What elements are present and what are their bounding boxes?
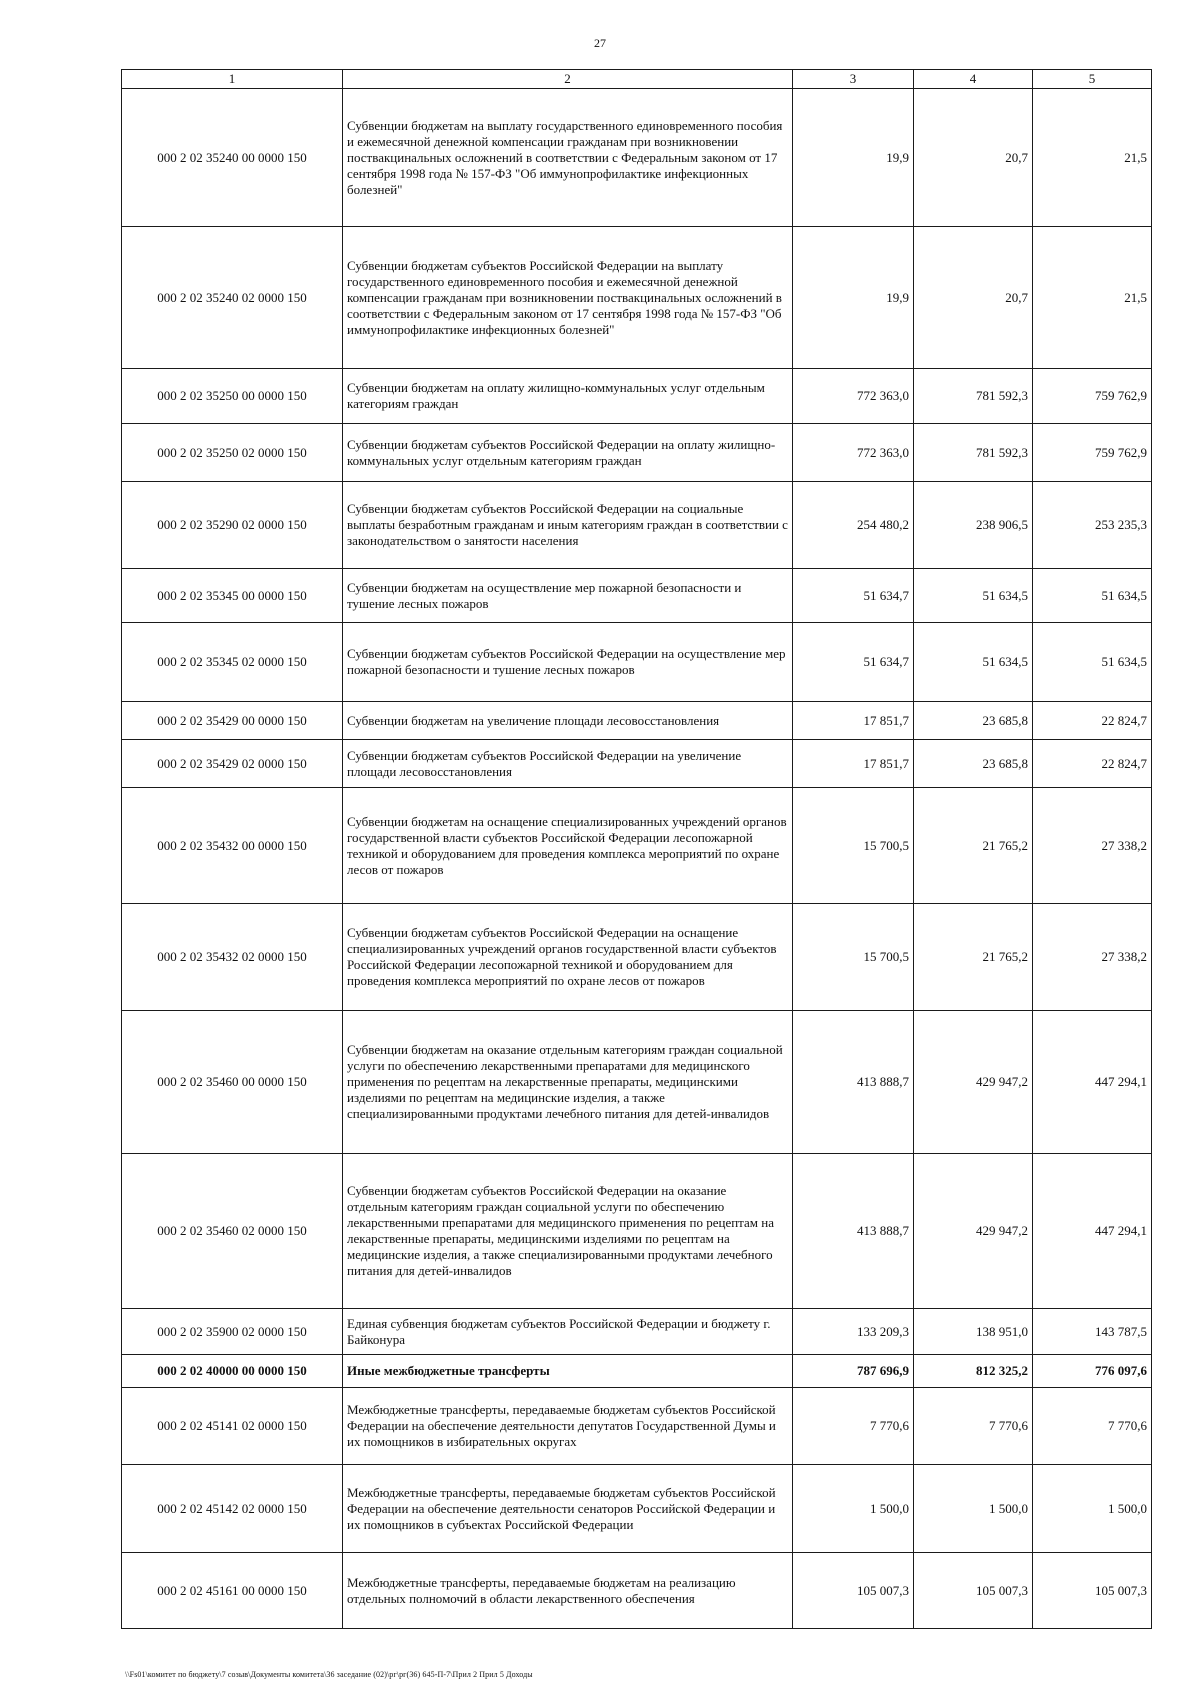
value-col5-cell: 759 762,9 bbox=[1033, 424, 1152, 482]
value-col4-cell: 1 500,0 bbox=[914, 1465, 1033, 1553]
table-row bbox=[122, 369, 1152, 424]
value-col4-cell: 7 770,6 bbox=[914, 1388, 1033, 1465]
value-col5-cell: 447 294,1 bbox=[1033, 1011, 1152, 1154]
budget-code-cell: 000 2 02 35460 00 0000 150 bbox=[122, 1011, 343, 1154]
value-col4-cell: 781 592,3 bbox=[914, 369, 1033, 424]
table-row bbox=[122, 740, 1152, 788]
budget-code-cell: 000 2 02 35290 02 0000 150 bbox=[122, 482, 343, 569]
table-row bbox=[122, 1388, 1152, 1465]
column-header-1: 1 bbox=[122, 70, 343, 89]
description-cell: Субвенции бюджетам субъектов Российской Федерации на выплату государственного единовременного пособия и ежемесячной денежной компенсации гражданам при возникновении поствакцинальных осложнений в соответствии с Федеральным законом от 17 сентября 1998 года № 157-ФЗ "Об иммунопрофилактике инфекционных болезней" bbox=[343, 227, 793, 369]
value-col3-cell: 51 634,7 bbox=[793, 623, 914, 702]
value-col4-cell: 238 906,5 bbox=[914, 482, 1033, 569]
value-col5-cell: 759 762,9 bbox=[1033, 369, 1152, 424]
description-cell: Единая субвенция бюджетам субъектов Российской Федерации и бюджету г. Байконура bbox=[343, 1309, 793, 1355]
value-col4-cell: 429 947,2 bbox=[914, 1011, 1033, 1154]
value-col4-cell: 138 951,0 bbox=[914, 1309, 1033, 1355]
value-col4-cell: 20,7 bbox=[914, 227, 1033, 369]
value-col3-cell: 105 007,3 bbox=[793, 1553, 914, 1629]
value-col5-cell: 27 338,2 bbox=[1033, 788, 1152, 904]
table-row bbox=[122, 227, 1152, 369]
description-cell: Межбюджетные трансферты, передаваемые бюджетам субъектов Российской Федерации на обеспечение деятельности депутатов Государственной Думы и их помощников в избирательных округах bbox=[343, 1388, 793, 1465]
column-header-2: 2 bbox=[343, 70, 793, 89]
value-col3-cell: 1 500,0 bbox=[793, 1465, 914, 1553]
budget-code-cell: 000 2 02 45142 02 0000 150 bbox=[122, 1465, 343, 1553]
page-number: 27 bbox=[594, 36, 606, 50]
value-col3-cell: 19,9 bbox=[793, 89, 914, 227]
description-cell: Субвенции бюджетам на увеличение площади лесовосстановления bbox=[343, 702, 793, 740]
budget-code-cell: 000 2 02 35345 02 0000 150 bbox=[122, 623, 343, 702]
budget-code-cell: 000 2 02 35432 02 0000 150 bbox=[122, 904, 343, 1011]
budget-code-cell: 000 2 02 40000 00 0000 150 bbox=[122, 1355, 343, 1388]
footer-file-path: \\Fs01\комитет по бюджету\7 созыв\Документы комитета\36 заседание (02)\рг\рг(36) 645-П-7\Прил 2 Прил 5 Доходы bbox=[125, 1670, 533, 1679]
value-col3-cell: 15 700,5 bbox=[793, 904, 914, 1011]
description-cell: Субвенции бюджетам на оплату жилищно-коммунальных услуг отдельным категориям граждан bbox=[343, 369, 793, 424]
value-col3-cell: 254 480,2 bbox=[793, 482, 914, 569]
value-col3-cell: 413 888,7 bbox=[793, 1011, 914, 1154]
value-col3-cell: 413 888,7 bbox=[793, 1154, 914, 1309]
budget-code-cell: 000 2 02 35240 00 0000 150 bbox=[122, 89, 343, 227]
value-col3-cell: 772 363,0 bbox=[793, 424, 914, 482]
budget-code-cell: 000 2 02 35432 00 0000 150 bbox=[122, 788, 343, 904]
value-col5-cell: 447 294,1 bbox=[1033, 1154, 1152, 1309]
table-row bbox=[122, 424, 1152, 482]
value-col5-cell: 27 338,2 bbox=[1033, 904, 1152, 1011]
table-row bbox=[122, 1011, 1152, 1154]
value-col3-cell: 17 851,7 bbox=[793, 702, 914, 740]
description-cell: Межбюджетные трансферты, передаваемые бюджетам на реализацию отдельных полномочий в области лекарственного обеспечения bbox=[343, 1553, 793, 1629]
column-header-4: 4 bbox=[914, 70, 1033, 89]
description-cell: Иные межбюджетные трансферты bbox=[343, 1355, 793, 1388]
value-col3-cell: 787 696,9 bbox=[793, 1355, 914, 1388]
description-cell: Субвенции бюджетам на оказание отдельным категориям граждан социальной услуги по обеспечению лекарственными препаратами для медицинского применения по рецептам на лекарственные препараты, медицинскими изделиями по рецептам на медицинские изделия, а также специализированными продуктами лечебного питания для детей-инвалидов bbox=[343, 1011, 793, 1154]
value-col3-cell: 19,9 bbox=[793, 227, 914, 369]
value-col4-cell: 23 685,8 bbox=[914, 702, 1033, 740]
table-row bbox=[122, 89, 1152, 227]
budget-code-cell: 000 2 02 35900 02 0000 150 bbox=[122, 1309, 343, 1355]
value-col3-cell: 15 700,5 bbox=[793, 788, 914, 904]
value-col4-cell: 105 007,3 bbox=[914, 1553, 1033, 1629]
budget-code-cell: 000 2 02 45161 00 0000 150 bbox=[122, 1553, 343, 1629]
table-row bbox=[122, 1309, 1152, 1355]
table-row bbox=[122, 482, 1152, 569]
value-col5-cell: 51 634,5 bbox=[1033, 623, 1152, 702]
value-col5-cell: 253 235,3 bbox=[1033, 482, 1152, 569]
value-col4-cell: 21 765,2 bbox=[914, 788, 1033, 904]
budget-code-cell: 000 2 02 35460 02 0000 150 bbox=[122, 1154, 343, 1309]
budget-code-cell: 000 2 02 35345 00 0000 150 bbox=[122, 569, 343, 623]
description-cell: Субвенции бюджетам на осуществление мер пожарной безопасности и тушение лесных пожаров bbox=[343, 569, 793, 623]
table-row bbox=[122, 788, 1152, 904]
value-col5-cell: 776 097,6 bbox=[1033, 1355, 1152, 1388]
value-col4-cell: 20,7 bbox=[914, 89, 1033, 227]
budget-code-cell: 000 2 02 35429 02 0000 150 bbox=[122, 740, 343, 788]
value-col4-cell: 51 634,5 bbox=[914, 569, 1033, 623]
description-cell: Субвенции бюджетам субъектов Российской Федерации на социальные выплаты безработным гражданам и иным категориям граждан в соответствии с законодательством о занятости населения bbox=[343, 482, 793, 569]
value-col4-cell: 21 765,2 bbox=[914, 904, 1033, 1011]
value-col3-cell: 133 209,3 bbox=[793, 1309, 914, 1355]
description-cell: Субвенции бюджетам субъектов Российской Федерации на увеличение площади лесовосстановления bbox=[343, 740, 793, 788]
table-row bbox=[122, 1154, 1152, 1309]
value-col3-cell: 51 634,7 bbox=[793, 569, 914, 623]
value-col4-cell: 51 634,5 bbox=[914, 623, 1033, 702]
budget-table bbox=[121, 69, 1152, 1629]
description-cell: Субвенции бюджетам субъектов Российской Федерации на оплату жилищно-коммунальных услуг отдельным категориям граждан bbox=[343, 424, 793, 482]
table-row bbox=[122, 1553, 1152, 1629]
description-cell: Субвенции бюджетам субъектов Российской Федерации на оказание отдельным категориям граждан социальной услуги по обеспечению лекарственными препаратами для медицинского применения по рецептам на лекарственные препараты, медицинскими изделиями по рецептам на медицинские изделия, а также специализированными продуктами лечебного питания для детей-инвалидов bbox=[343, 1154, 793, 1309]
description-cell: Межбюджетные трансферты, передаваемые бюджетам субъектов Российской Федерации на обеспечение деятельности сенаторов Российской Федерации и их помощников в субъектах Российской Федерации bbox=[343, 1465, 793, 1553]
value-col5-cell: 1 500,0 bbox=[1033, 1465, 1152, 1553]
value-col4-cell: 429 947,2 bbox=[914, 1154, 1033, 1309]
value-col5-cell: 22 824,7 bbox=[1033, 702, 1152, 740]
budget-code-cell: 000 2 02 35429 00 0000 150 bbox=[122, 702, 343, 740]
value-col3-cell: 772 363,0 bbox=[793, 369, 914, 424]
description-cell: Субвенции бюджетам на оснащение специализированных учреждений органов государственной власти субъектов Российской Федерации лесопожарной техникой и оборудованием для проведения комплекса мероприятий по охране лесов от пожаров bbox=[343, 788, 793, 904]
description-cell: Субвенции бюджетам субъектов Российской Федерации на осуществление мер пожарной безопасности и тушение лесных пожаров bbox=[343, 623, 793, 702]
column-number-header-row bbox=[122, 70, 1152, 89]
column-header-5: 5 bbox=[1033, 70, 1152, 89]
table-row bbox=[122, 1355, 1152, 1388]
table-row bbox=[122, 1465, 1152, 1553]
value-col5-cell: 22 824,7 bbox=[1033, 740, 1152, 788]
value-col5-cell: 21,5 bbox=[1033, 89, 1152, 227]
value-col4-cell: 23 685,8 bbox=[914, 740, 1033, 788]
table-row bbox=[122, 904, 1152, 1011]
value-col4-cell: 812 325,2 bbox=[914, 1355, 1033, 1388]
budget-code-cell: 000 2 02 45141 02 0000 150 bbox=[122, 1388, 343, 1465]
value-col5-cell: 21,5 bbox=[1033, 227, 1152, 369]
budget-code-cell: 000 2 02 35240 02 0000 150 bbox=[122, 227, 343, 369]
description-cell: Субвенции бюджетам на выплату государственного единовременного пособия и ежемесячной денежной компенсации гражданам при возникновении поствакцинальных осложнений в соответствии с Федеральным законом от 17 сентября 1998 года № 157-ФЗ "Об иммунопрофилактике инфекционных болезней" bbox=[343, 89, 793, 227]
value-col3-cell: 17 851,7 bbox=[793, 740, 914, 788]
value-col5-cell: 7 770,6 bbox=[1033, 1388, 1152, 1465]
value-col4-cell: 781 592,3 bbox=[914, 424, 1033, 482]
value-col5-cell: 143 787,5 bbox=[1033, 1309, 1152, 1355]
column-header-3: 3 bbox=[793, 70, 914, 89]
value-col5-cell: 105 007,3 bbox=[1033, 1553, 1152, 1629]
table-row bbox=[122, 623, 1152, 702]
description-cell: Субвенции бюджетам субъектов Российской Федерации на оснащение специализированных учреждений органов государственной власти субъектов Российской Федерации лесопожарной техникой и оборудованием для проведения комплекса мероприятий по охране лесов от пожаров bbox=[343, 904, 793, 1011]
budget-code-cell: 000 2 02 35250 00 0000 150 bbox=[122, 369, 343, 424]
budget-code-cell: 000 2 02 35250 02 0000 150 bbox=[122, 424, 343, 482]
table-row bbox=[122, 569, 1152, 623]
value-col5-cell: 51 634,5 bbox=[1033, 569, 1152, 623]
value-col3-cell: 7 770,6 bbox=[793, 1388, 914, 1465]
table-row bbox=[122, 702, 1152, 740]
